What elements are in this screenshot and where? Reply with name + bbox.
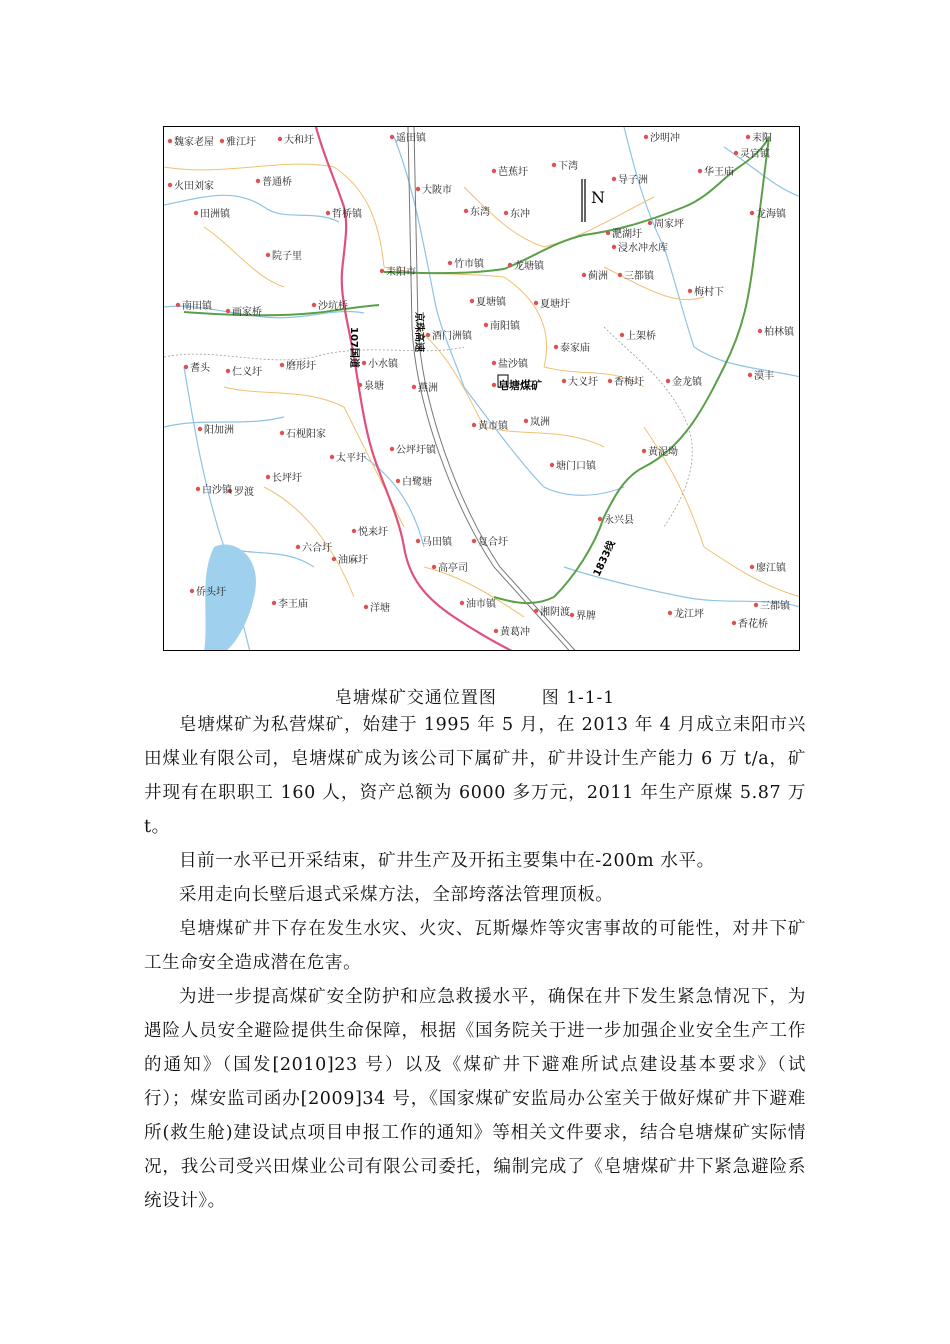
town-dot xyxy=(470,299,474,303)
town-dot xyxy=(648,221,652,225)
place-label: 漠丰 xyxy=(754,371,774,382)
place-label: 酒门洲镇 xyxy=(432,331,472,342)
place-label: 大义圩 xyxy=(568,377,598,388)
road-label-107: 107国道 xyxy=(348,327,359,368)
town-dot xyxy=(644,135,648,139)
town-dot xyxy=(220,139,224,143)
map-canvas xyxy=(164,127,800,651)
town-dot xyxy=(416,539,420,543)
rivers xyxy=(164,127,800,651)
town-dot xyxy=(272,601,276,605)
town-dot xyxy=(256,179,260,183)
place-label: 泰家庙 xyxy=(560,343,590,354)
place-label: 火田刘家 xyxy=(174,181,214,192)
place-label: 阳加洲 xyxy=(204,425,234,436)
place-label: 黄市镇 xyxy=(478,421,508,432)
town-dot xyxy=(190,589,194,593)
place-label: 夏塘圩 xyxy=(540,299,570,310)
place-label: 竹市镇 xyxy=(454,259,484,270)
place-label: 廖江镇 xyxy=(756,563,786,574)
town-dot xyxy=(698,169,702,173)
town-dot xyxy=(330,455,334,459)
town-dot xyxy=(266,475,270,479)
town-dot xyxy=(642,449,646,453)
place-label: 悦来圩 xyxy=(358,527,388,538)
minor-roads xyxy=(164,164,800,617)
town-dot xyxy=(396,479,400,483)
town-dot xyxy=(668,611,672,615)
town-dot xyxy=(226,369,230,373)
place-label: 耒阳 xyxy=(752,133,772,144)
place-label: 柏林镇 xyxy=(764,327,794,338)
place-label: 湘阴渡 xyxy=(540,607,570,618)
town-dot xyxy=(492,383,496,387)
place-label: 盐沙镇 xyxy=(498,359,528,370)
town-dot xyxy=(732,621,736,625)
place-label: 浸水冲水库 xyxy=(618,243,668,254)
town-dot xyxy=(472,423,476,427)
town-dot xyxy=(748,373,752,377)
traffic-location-map xyxy=(163,126,800,651)
town-dot xyxy=(606,231,610,235)
town-dot xyxy=(432,565,436,569)
town-dot xyxy=(448,261,452,265)
town-dot xyxy=(620,333,624,337)
place-label: 黄泥坳 xyxy=(648,447,678,458)
town-dot xyxy=(750,565,754,569)
town-dot xyxy=(494,629,498,633)
town-dot xyxy=(492,361,496,365)
place-label: 东冲 xyxy=(510,209,530,220)
town-dot xyxy=(484,323,488,327)
town-dot xyxy=(746,135,750,139)
figure-caption-title: 皂塘煤矿交通位置图 xyxy=(334,688,497,708)
place-label: 蓟洲 xyxy=(588,271,608,282)
paragraph-intro: 皂塘煤矿为私营煤矿，始建于 1995 年 5 月，在 2013 年 4 月成立耒阳市兴田煤业有限公司，皂塘煤矿成为该公司下属矿井，矿井设计生产能力 6 万 t/a，矿井现有在职职工 160 人，资产总额为 6000 多万元，2011 年生产原煤 5.87 万 t。 xyxy=(144,715,806,837)
town-dot xyxy=(534,609,538,613)
place-label: 沙坑桥 xyxy=(318,301,348,312)
place-label: 导子洲 xyxy=(618,175,648,186)
place-label: 大陂市 xyxy=(422,185,452,196)
town-dot xyxy=(390,135,394,139)
town-dot xyxy=(352,529,356,533)
place-label: 华王庙 xyxy=(704,167,734,178)
place-label: 磨形圩 xyxy=(286,361,316,372)
place-label: 罗渡 xyxy=(234,487,254,498)
place-label: 魏家老屋 xyxy=(174,137,214,148)
town-dot xyxy=(280,363,284,367)
place-label: 长坪圩 xyxy=(272,473,302,484)
place-label: 高亭司 xyxy=(438,563,468,574)
town-dot xyxy=(364,605,368,609)
place-label: 香梅圩 xyxy=(614,377,644,388)
town-dot xyxy=(758,329,762,333)
town-dot xyxy=(184,365,188,369)
town-dot xyxy=(426,333,430,337)
place-label: 龙江坪 xyxy=(674,609,704,620)
paragraph-mining-method: 采用走向长壁后退式采煤方法，全部垮落法管理顶板。 xyxy=(179,885,614,905)
place-label: 田洲镇 xyxy=(200,209,230,220)
place-label: 沙明冲 xyxy=(650,133,680,144)
place-label: 淝湖圩 xyxy=(612,229,642,240)
place-label: 画家桥 xyxy=(232,307,262,318)
town-dot xyxy=(412,385,416,389)
place-label: 油市镇 xyxy=(466,599,496,610)
place-label: 东湾 xyxy=(470,207,490,218)
place-label: 油麻圩 xyxy=(338,555,368,566)
place-label: 龙海镇 xyxy=(756,209,786,220)
place-label: 大和圩 xyxy=(284,135,314,146)
place-label: 三都镇 xyxy=(624,271,654,282)
town-dot xyxy=(358,383,362,387)
town-dot xyxy=(296,545,300,549)
place-label: 灵官镇 xyxy=(740,149,770,160)
town-dot xyxy=(554,345,558,349)
town-dot xyxy=(278,137,282,141)
figure-caption-number: 图 1-1-1 xyxy=(541,688,616,708)
town-dot xyxy=(570,613,574,617)
town-dot xyxy=(534,301,538,305)
place-label: 复合圩 xyxy=(478,537,508,548)
place-label: 院子里 xyxy=(272,251,302,262)
town-dot xyxy=(416,187,420,191)
place-label: 公坪圩镇 xyxy=(396,445,436,456)
town-dot xyxy=(504,211,508,215)
town-dot xyxy=(332,557,336,561)
place-label: 白鹭塘 xyxy=(402,477,432,488)
road-label-expressway: 京珠高速 xyxy=(413,312,424,352)
town-dot xyxy=(666,379,670,383)
place-label: 石枧阳家 xyxy=(286,429,326,440)
place-label: 哲桥镇 xyxy=(332,209,362,220)
town-dot xyxy=(524,419,528,423)
paragraph-hazards: 皂塘煤矿井下存在发生水灾、火灾、瓦斯爆炸等灾害事故的可能性，对井下矿工生命安全造成潜在危害。 xyxy=(144,919,806,973)
town-dot xyxy=(176,303,180,307)
town-dot xyxy=(734,151,738,155)
town-dot xyxy=(464,209,468,213)
town-dot xyxy=(380,269,384,273)
place-label: 小水镇 xyxy=(368,359,398,370)
place-label: 黄葛冲 xyxy=(500,627,530,638)
town-dot xyxy=(608,379,612,383)
town-dot xyxy=(754,603,758,607)
place-label: 夏塘镇 xyxy=(476,297,506,308)
town-dot xyxy=(612,245,616,249)
town-dot xyxy=(612,177,616,181)
town-dot xyxy=(196,487,200,491)
place-label: 洋塘 xyxy=(370,603,390,614)
town-dot xyxy=(472,539,476,543)
town-dot xyxy=(598,517,602,521)
town-dot xyxy=(618,273,622,277)
place-label: 皂塘煤矿 xyxy=(498,379,542,392)
place-label: 龙塘镇 xyxy=(514,261,544,272)
town-dot xyxy=(226,309,230,313)
town-dot xyxy=(582,273,586,277)
place-label: 三都镇 xyxy=(760,601,790,612)
place-label: 仁义圩 xyxy=(232,367,262,378)
town-dot xyxy=(508,263,512,267)
place-label: 梅村下 xyxy=(694,287,724,298)
town-dot xyxy=(280,431,284,435)
place-label: 遥田镇 xyxy=(396,133,426,144)
place-label: 雅江圩 xyxy=(226,137,256,148)
place-label: 燕洲 xyxy=(418,383,438,394)
town-dot xyxy=(362,361,366,365)
place-label: 岚洲 xyxy=(530,417,550,428)
town-dot xyxy=(312,303,316,307)
north-arrow xyxy=(582,179,605,222)
place-label: 南田镇 xyxy=(182,301,212,312)
place-label: 太平圩 xyxy=(336,453,366,464)
place-label: 下湾 xyxy=(558,161,578,172)
place-label: 周家坪 xyxy=(654,219,684,230)
figure-caption xyxy=(0,683,950,708)
town-dot xyxy=(550,463,554,467)
place-label: 香花桥 xyxy=(738,619,768,630)
place-label: 侨头圩 xyxy=(196,587,226,598)
town-dot xyxy=(326,211,330,215)
place-label: 马田镇 xyxy=(422,537,452,548)
place-labels xyxy=(174,131,795,638)
town-dot xyxy=(168,183,172,187)
town-dot xyxy=(266,253,270,257)
place-label: 普通桥 xyxy=(262,177,292,188)
town-dot xyxy=(688,289,692,293)
place-label: 界牌 xyxy=(576,611,596,622)
place-label: 南阳镇 xyxy=(490,321,520,332)
place-label: 六合圩 xyxy=(302,543,332,554)
north-label: N xyxy=(591,188,605,207)
place-label: 白沙镇 xyxy=(202,485,232,496)
town-dot xyxy=(552,163,556,167)
town-dot xyxy=(390,447,394,451)
town-dot xyxy=(198,427,202,431)
place-label: 上架桥 xyxy=(626,331,656,342)
place-label: 李王庙 xyxy=(278,599,308,610)
place-label: 塘门口镇 xyxy=(556,461,596,472)
place-label: 耆头 xyxy=(190,363,210,374)
town-dot xyxy=(168,139,172,143)
town-dot xyxy=(562,379,566,383)
place-label: 泉塘 xyxy=(364,381,384,392)
paragraph-purpose: 为进一步提高煤矿安全防护和应急救援水平，确保在井下发生紧急情况下，为遇险人员安全避险提供生命保障，根据《国务院关于进一步加强企业安全生产工作的通知》（国发[2010]23 号）以及《煤矿井下避难所试点建设基本要求》（试行）；煤安监司函办[2009]34 号，《国家煤矿安监局办公室关于做好煤矿井下避难所(救生舱)建设试点项目申报工作的通知》等相关文件要求，结合皂塘煤矿实际情况，我公司受兴田煤业公司有限公司委托，编制完成了《皂塘煤矿井下紧急避险系统设计》。 xyxy=(144,987,806,1211)
place-label: 金龙镇 xyxy=(672,377,702,388)
paragraph-level: 目前一水平已开采结束，矿井生产及开拓主要集中在-200m 水平。 xyxy=(179,851,715,871)
body-text xyxy=(144,708,806,1218)
town-dot xyxy=(750,211,754,215)
place-label: 芭蕉圩 xyxy=(498,167,528,178)
place-label: 耒阳市 xyxy=(386,267,416,278)
town-dot xyxy=(492,169,496,173)
place-label: 永兴县 xyxy=(604,515,634,526)
town-dot xyxy=(194,211,198,215)
road-label-1833: 1833线 xyxy=(591,539,618,579)
town-dot xyxy=(460,601,464,605)
